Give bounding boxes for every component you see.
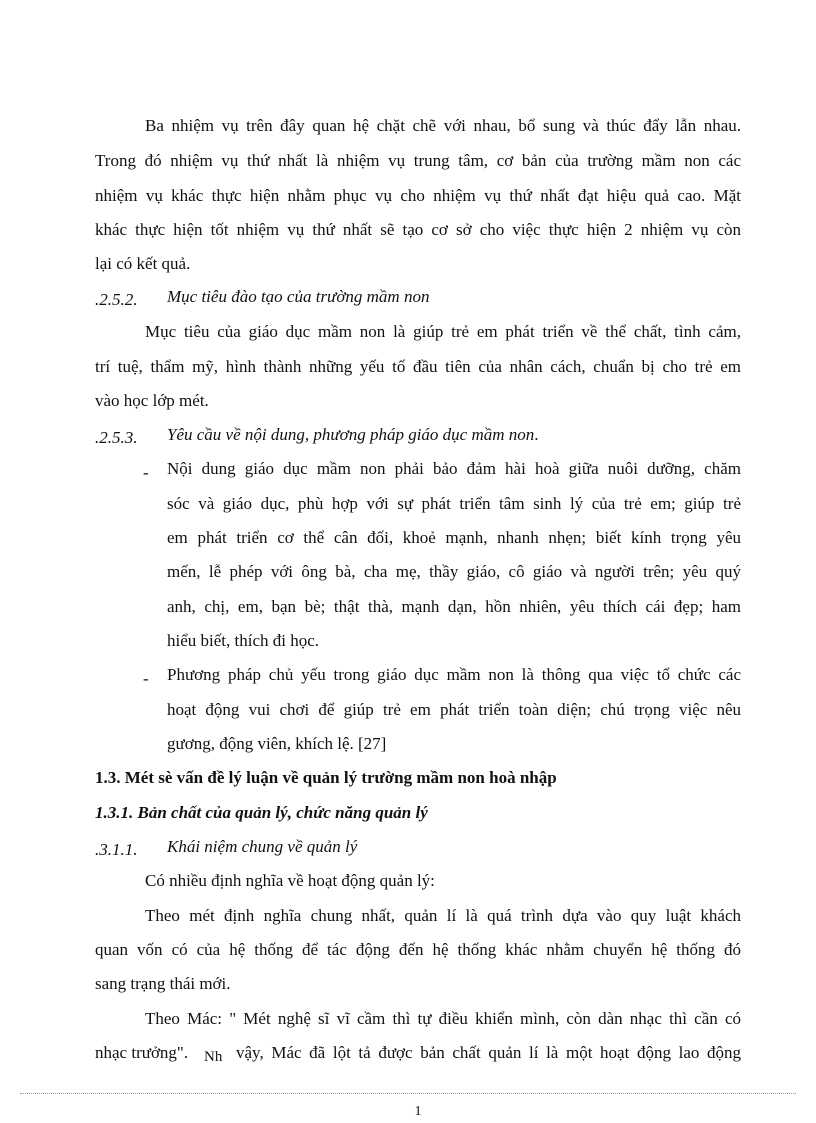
bullet-line: Nội dung giáo dục mầm non phải bảo đảm hài hoà giữa nuôi dưỡng, chăm	[167, 459, 741, 478]
paragraph-line: Ba nhiệm vụ trên đây quan hệ chặt chẽ với nhau, bổ sung và thúc đẩy lẫn nhau.	[145, 116, 741, 135]
section-title: Mục tiêu đào tạo của trường mầm non	[167, 287, 430, 306]
section-title: Yêu cầu về nội dung, phương pháp giáo dục mầm non	[167, 425, 535, 444]
paragraph-line: Có nhiều định nghĩa về hoạt động quản lý:	[145, 871, 435, 890]
bullet-line: Phương pháp chủ yếu trong giáo dục mầm non là thông qua việc tổ chức các	[167, 665, 741, 684]
paragraph-line-end: vậy, Mác đã lột tả được bản chất quản lí là một hoạt động lao động	[236, 1043, 741, 1062]
paragraph-line: Trong đó nhiệm vụ thứ nhất là nhiệm vụ trung tâm, cơ bản của trường mầm non các	[95, 151, 741, 170]
bullet-line: em phát triển cơ thể cân đối, khoẻ mạnh, nhanh nhẹn; biết kính trọng yêu	[167, 528, 741, 547]
section-title-suffix: .	[534, 425, 539, 444]
bullet-line: anh, chị, em, bạn bè; thật thà, mạnh dạn, hồn nhiên, yêu thích cái đẹp; ham	[167, 597, 741, 616]
paragraph-line: Theo Mác: " Mét nghệ sĩ vĩ cầm thì tự điều khiển mình, còn dàn nhạc thì cần có	[145, 1009, 741, 1028]
bullet-line: hoạt động vui chơi để giúp trẻ em phát triển toàn diện; chú trọng việc nêu	[167, 700, 741, 719]
heading-1-3-1: 1.3.1. Bản chất của quản lý, chức năng quản lý	[95, 803, 428, 822]
section-title-wrap	[167, 425, 539, 445]
bullet-marker: -	[143, 669, 149, 688]
section-number: .2.5.3.	[95, 428, 138, 447]
paragraph-line-start: nhạc trưởng".	[95, 1043, 189, 1062]
paragraph-line: lại có kết quả.	[95, 254, 191, 273]
bullet-line: mến, lễ phép với ông bà, cha mẹ, thầy giáo, cô giáo và người trên; yêu quý	[167, 562, 741, 581]
heading-1-3: 1.3. Mét sè vấn đề lý luận về quản lý trường mầm non hoà nhập	[95, 768, 557, 787]
bullet-marker: -	[143, 463, 149, 482]
paragraph-line: Theo mét định nghĩa chung nhất, quản lí là quá trình dựa vào quy luật khách	[145, 906, 741, 925]
paragraph-line: sang trạng thái mới.	[95, 974, 231, 993]
paragraph-line: trí tuệ, thẩm mỹ, hình thành những yếu tố đầu tiên của nhân cách, chuẩn bị cho trẻ em	[95, 357, 741, 376]
section-number: .3.1.1.	[95, 840, 138, 859]
footer-divider	[20, 1093, 796, 1094]
bullet-line: hiểu biết, thích đi học.	[167, 631, 320, 650]
page-number: 1	[414, 1104, 422, 1119]
bullet-line: sóc và giáo dục, phù hợp với sự phát triển tâm sinh lý của trẻ em; giúp trẻ	[167, 494, 741, 513]
paragraph-line: khác thực hiện tốt nhiệm vụ thứ nhất sẽ tạo cơ sở cho việc thực hiện 2 nhiệm vụ còn	[95, 220, 741, 239]
paragraph-line: nhiệm vụ khác thực hiện nhằm phục vụ cho nhiệm vụ thứ nhất đạt hiệu quả cao. Mặt	[95, 186, 741, 205]
text-fragment: Nh	[204, 1049, 223, 1065]
section-title: Khái niệm chung về quản lý	[167, 837, 358, 856]
bullet-line: gương, động viên, khích lệ. [27]	[167, 734, 387, 753]
paragraph-line: Mục tiêu của giáo dục mầm non là giúp trẻ em phát triển về thể chất, tình cảm,	[145, 322, 741, 341]
paragraph-line: quan vốn có của hệ thống để tác động đến hệ thống khác nhằm chuyển hệ thống đó	[95, 940, 741, 959]
paragraph-line: vào học lớp mét.	[95, 391, 209, 410]
section-number: .2.5.2.	[95, 290, 138, 309]
